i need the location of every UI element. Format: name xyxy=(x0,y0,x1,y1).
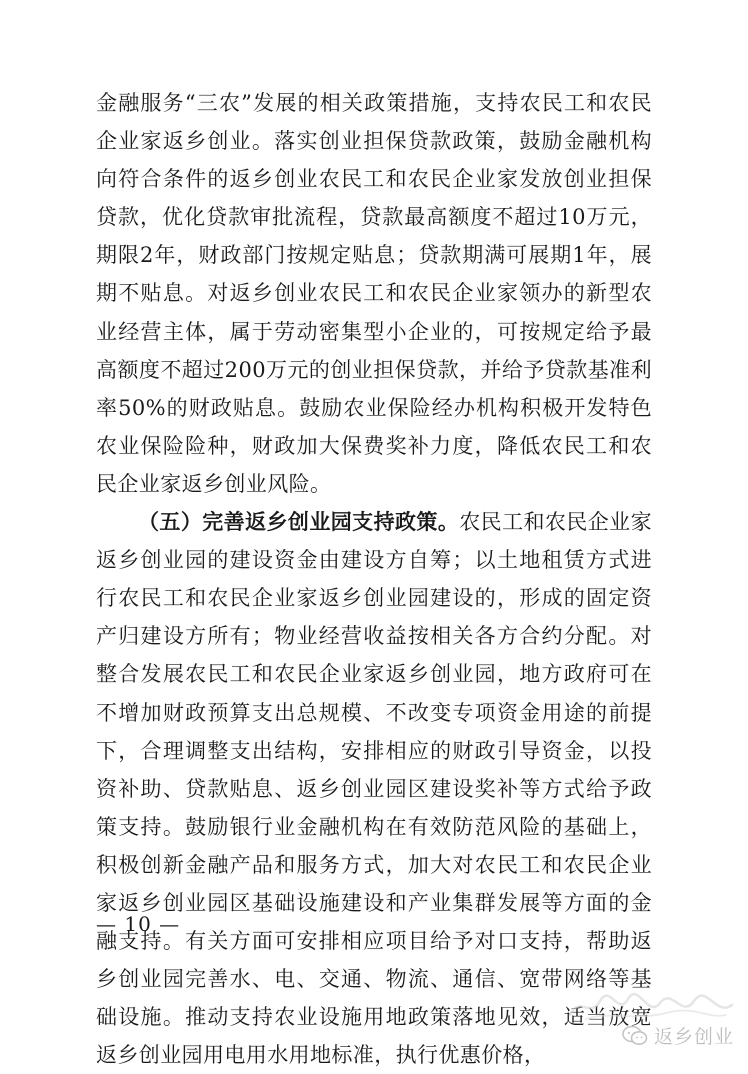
section-heading: （五）完善返乡创业园支持政策。 xyxy=(138,509,460,535)
section-body: 农民工和农民企业家返乡创业园的建设资金由建设方自筹；以土地租赁方式进行农民工和农民企业家返乡创业园建设的，形成的固定资产归建设方所有；物业经营收益按相关各方合约分配。对整合发展农民工和农民企业家返乡创业园，地方政府可在不增加财政预算支出总规模、不改变专项资金用途的前提下，合理调整支出结构，安排相应的财政引导资金，以投资补助、贷款贴息、返乡创业园区建设奖补等方式给予政策支持。鼓励银行业金融机构在有效防范风险的基础上，积极创新金融产品和服务方式，加大对农民工和农民企业家返乡创业园区基础设施建设和产业集群发展等方面的金融支持。有关方面可安排相应项目给予对口支持，帮助返乡创业园完善水、电、交通、物流、通信、宽带网络等基础设施。推动支持农业设施用地政策落地见效，适当放宽返乡创业园用电用水用地标准，执行优惠价格， xyxy=(96,510,653,1068)
wechat-icon xyxy=(622,1025,648,1047)
page-number: — 10 — xyxy=(96,912,181,936)
watermark xyxy=(622,1022,734,1049)
watermark-text: 返乡创业 xyxy=(653,1026,734,1048)
paragraph-continued: 金融服务“三农”发展的相关政策措施，支持农民工和农民企业家返乡创业。落实创业担保贷款政策，鼓励金融机构向符合条件的返乡创业农民工和农民企业家发放创业担保贷款，优化贷款审批流程，贷款最高额度不超过10万元，期限2年，财政部门按规定贴息；贷款期满可展期1年，展期不贴息。对返乡创业农民工和农民企业家领办的新型农业经营主体，属于劳动密集型小企业的，可按规定给予最高额度不超过200万元的创业担保贷款，并给予贷款基准利率50%的财政贴息。鼓励农业保险经办机构积极开发特色农业保险险种，财政加大保费奖补力度，降低农民工和农民企业家返乡创业风险。 xyxy=(96,91,652,496)
watermark-script-mark xyxy=(566,989,736,1023)
